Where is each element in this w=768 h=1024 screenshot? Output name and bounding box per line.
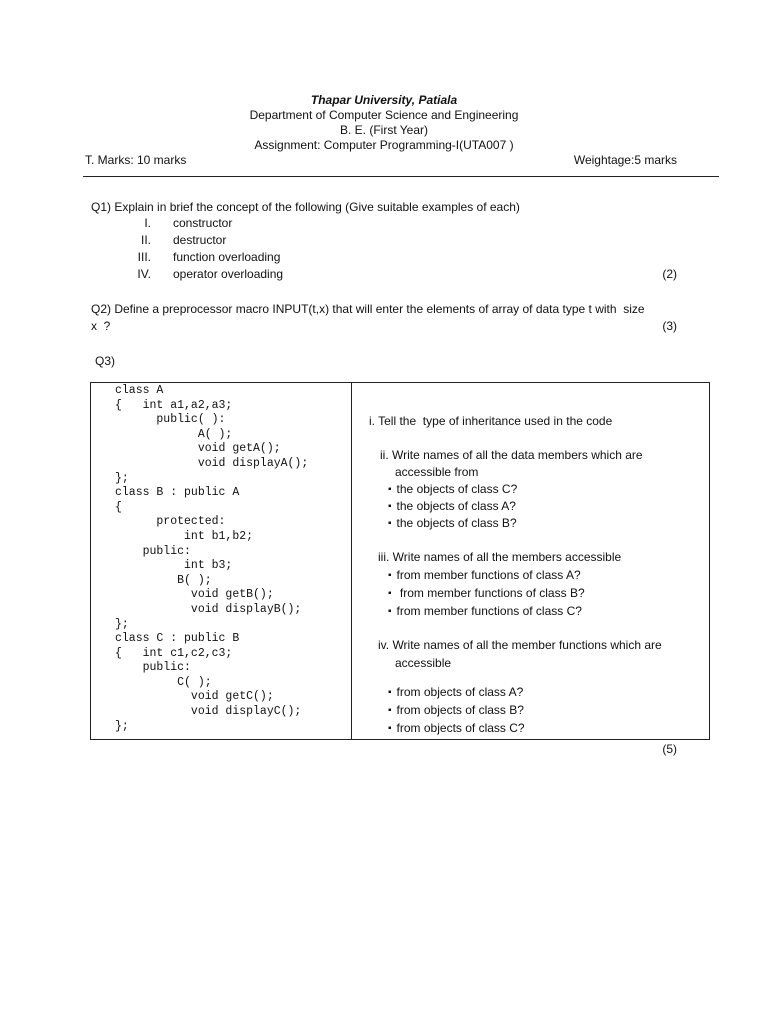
q1-item-text: function overloading [173, 250, 281, 264]
weightage: Weightage:5 marks [573, 153, 677, 167]
department-name: Department of Computer Science and Engineering [249, 108, 519, 122]
table-divider [351, 383, 352, 739]
q3-part-ii: ii. Write names of all the data members which are [380, 448, 643, 462]
q3-part-ii-cont: accessible from [395, 465, 479, 479]
total-marks: T. Marks: 10 marks [85, 153, 187, 167]
code-line: }; [115, 719, 129, 733]
code-line: public: [115, 661, 191, 675]
code-line: { [115, 500, 122, 514]
q1-item-num: IV. [137, 267, 151, 281]
q1-text: Q1) Explain in brief the concept of the following (Give suitable examples of each) [91, 200, 520, 214]
code-line: class B : public A [115, 486, 240, 500]
code-line: C( ); [115, 675, 212, 689]
bullet-item: ▪ the objects of class A? [388, 499, 516, 513]
q3-part-iii: iii. Write names of all the members accessible [378, 550, 622, 564]
bullet-item: ▪ from member functions of class A? [388, 568, 581, 582]
q2-text-line2: x ? [91, 319, 111, 333]
q1-item-text: operator overloading [173, 267, 284, 281]
code-line: B( ); [115, 573, 212, 587]
q2-text-line1: Q2) Define a preprocessor macro INPUT(t,x) that will enter the elements of array of data type t with size [91, 302, 645, 316]
q1-item-num: I. [144, 216, 151, 230]
course-year: B. E. (First Year) [339, 123, 429, 137]
code-line: int b1,b2; [115, 529, 254, 543]
header-divider [83, 176, 719, 177]
code-line: }; [115, 471, 129, 485]
code-line: { int c1,c2,c3; [115, 646, 233, 660]
code-line: void getC(); [115, 690, 274, 704]
code-block [115, 384, 308, 734]
code-line: void getB(); [115, 588, 274, 602]
bullet-item: ▪ the objects of class C? [388, 482, 517, 496]
q3-label: Q3) [95, 354, 116, 368]
q2-marks: (3) [662, 319, 677, 333]
code-line: public: [115, 544, 191, 558]
q1-item-text: destructor [173, 233, 227, 247]
q3-part-iv: iv. Write names of all the member functions which are [378, 638, 662, 652]
code-line: class C : public B [115, 632, 240, 646]
q1-marks: (2) [662, 267, 677, 281]
code-line: }; [115, 617, 129, 631]
code-line: void displayB(); [115, 602, 302, 616]
bullet-item: ▪ from objects of class B? [388, 703, 524, 717]
q3-part-i: i. Tell the type of inheritance used in the code [369, 414, 613, 428]
code-line: void displayA(); [115, 456, 309, 470]
code-line: A( ); [115, 427, 233, 441]
assignment-title: Assignment: Computer Programming-I(UTA007 ) [254, 138, 514, 152]
bullet-item: ▪ from objects of class C? [388, 721, 525, 735]
bullet-item: ▪ from objects of class A? [388, 685, 523, 699]
bullet-item: ▪ the objects of class B? [388, 516, 517, 530]
q1-item-num: II. [140, 233, 151, 247]
code-line: { int a1,a2,a3; [115, 398, 233, 412]
code-line: void displayC(); [115, 705, 302, 719]
q1-item-text: constructor [173, 216, 233, 230]
code-line: void getA(); [115, 442, 281, 456]
bullet-item: ▪ from member functions of class B? [388, 586, 585, 600]
q1-item-num: III. [137, 250, 151, 264]
q3-table [90, 382, 710, 740]
code-line: int b3; [115, 559, 233, 573]
university-title: Thapar University, Patiala [310, 93, 458, 107]
q3-marks: (5) [662, 742, 677, 756]
bullet-item: ▪ from member functions of class C? [388, 604, 582, 618]
code-line: public( ): [115, 413, 226, 427]
code-line: class A [115, 384, 164, 397]
q3-part-iv-cont: accessible [395, 656, 452, 670]
code-line: protected: [115, 515, 226, 529]
